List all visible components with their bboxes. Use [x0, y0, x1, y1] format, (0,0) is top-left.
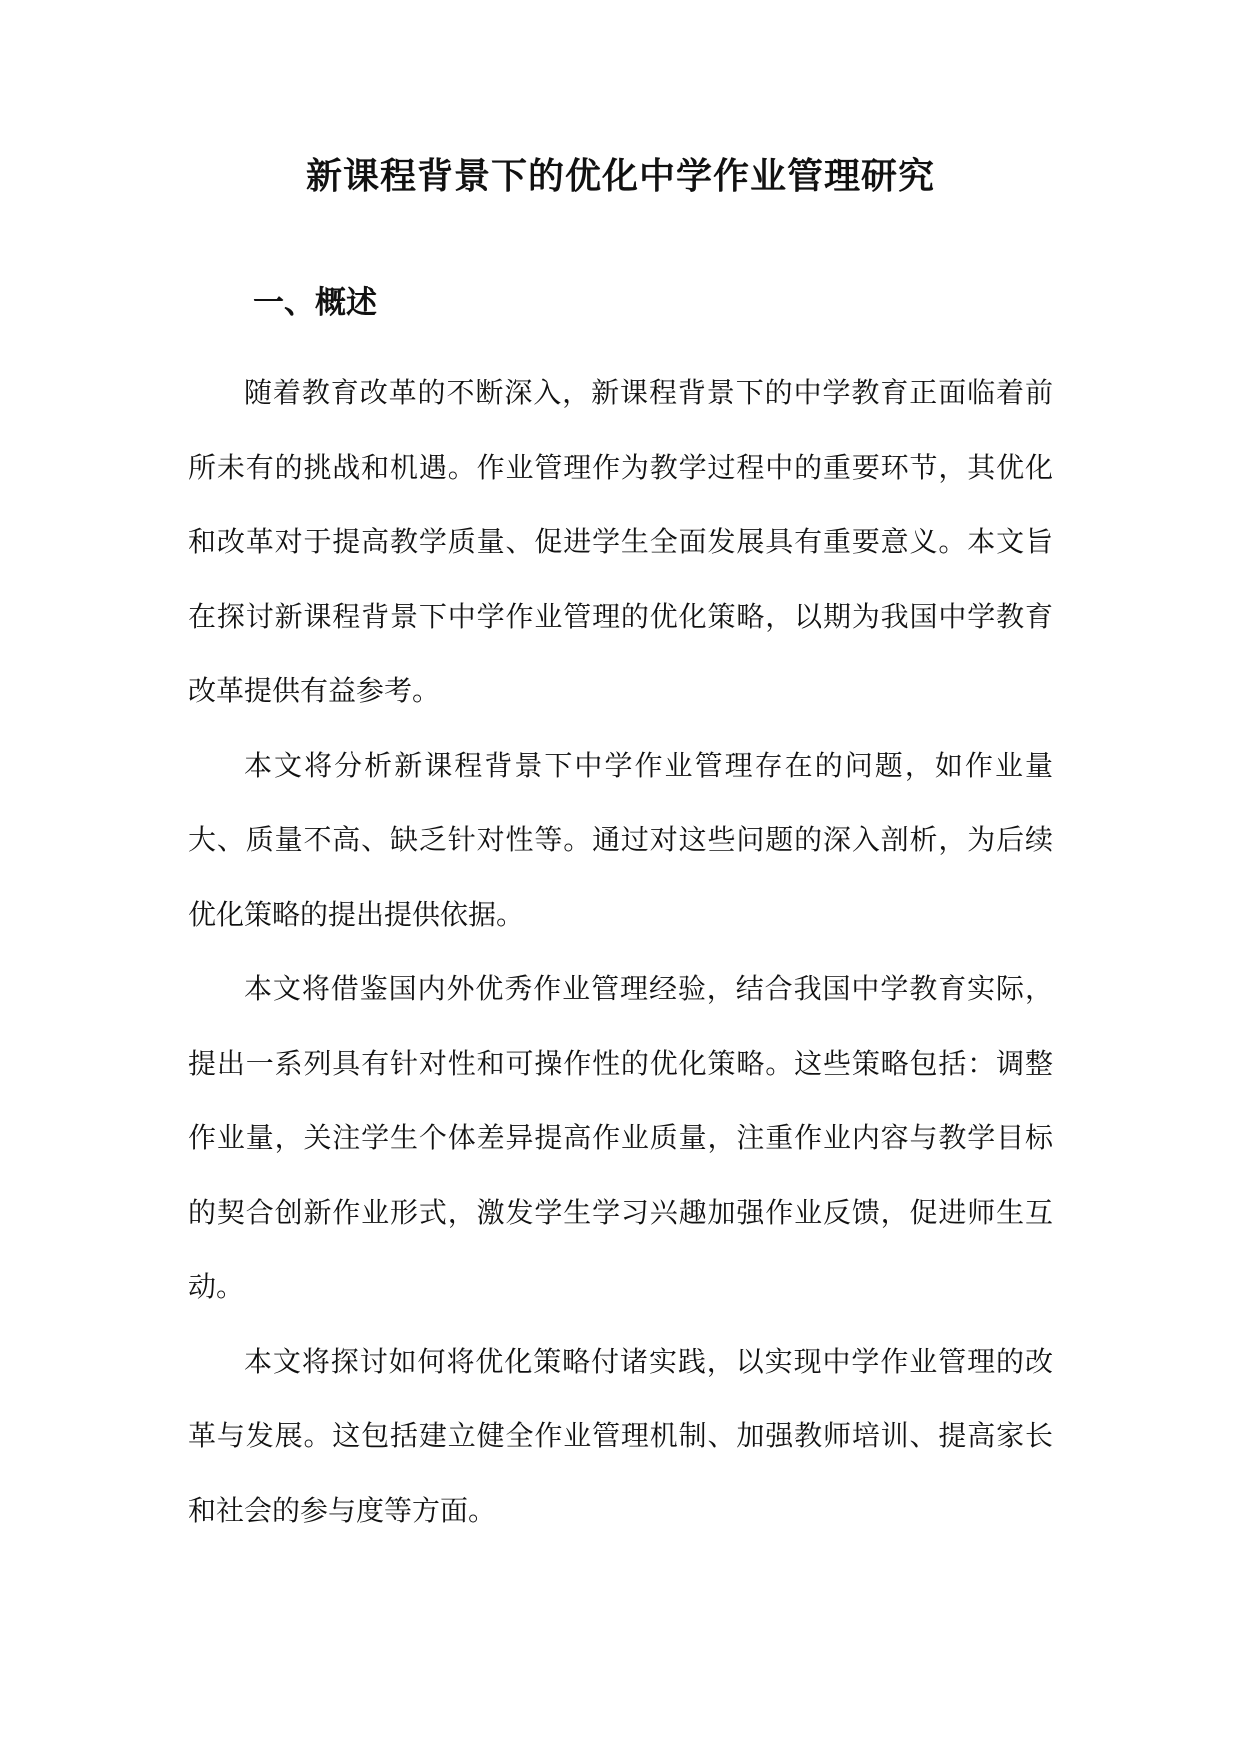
section-heading: 一、概述 [253, 285, 377, 321]
document-body [188, 356, 1053, 1548]
paragraph-2: 本文将分析新课程背景下中学作业管理存在的问题，如作业量大、质量不高、缺乏针对性等。通过对这些问题的深入剖析，为后续优化策略的提出提供依据。 [188, 748, 1053, 931]
paragraph-4: 本文将探讨如何将优化策略付诸实践，以实现中学作业管理的改革与发展。这包括建立健全作业管理机制、加强教师培训、提高家长和社会的参与度等方面。 [188, 1344, 1053, 1527]
paragraph-3: 本文将借鉴国内外优秀作业管理经验，结合我国中学教育实际，提出一系列具有针对性和可操作性的优化策略。这些策略包括：调整作业量，关注学生个体差异提高作业质量，注重作业内容与教学目标的契合创新作业形式，激发学生学习兴趣加强作业反馈，促进师生互动。 [188, 972, 1053, 1303]
paragraph-1: 随着教育改革的不断深入，新课程背景下的中学教育正面临着前所未有的挑战和机遇。作业管理作为教学过程中的重要环节，其优化和改革对于提高教学质量、促进学生全面发展具有重要意义。本文旨在探讨新课程背景下中学作业管理的优化策略，以期为我国中学教育改革提供有益参考。 [188, 376, 1053, 707]
document-title: 新课程背景下的优化中学作业管理研究 [305, 155, 935, 197]
